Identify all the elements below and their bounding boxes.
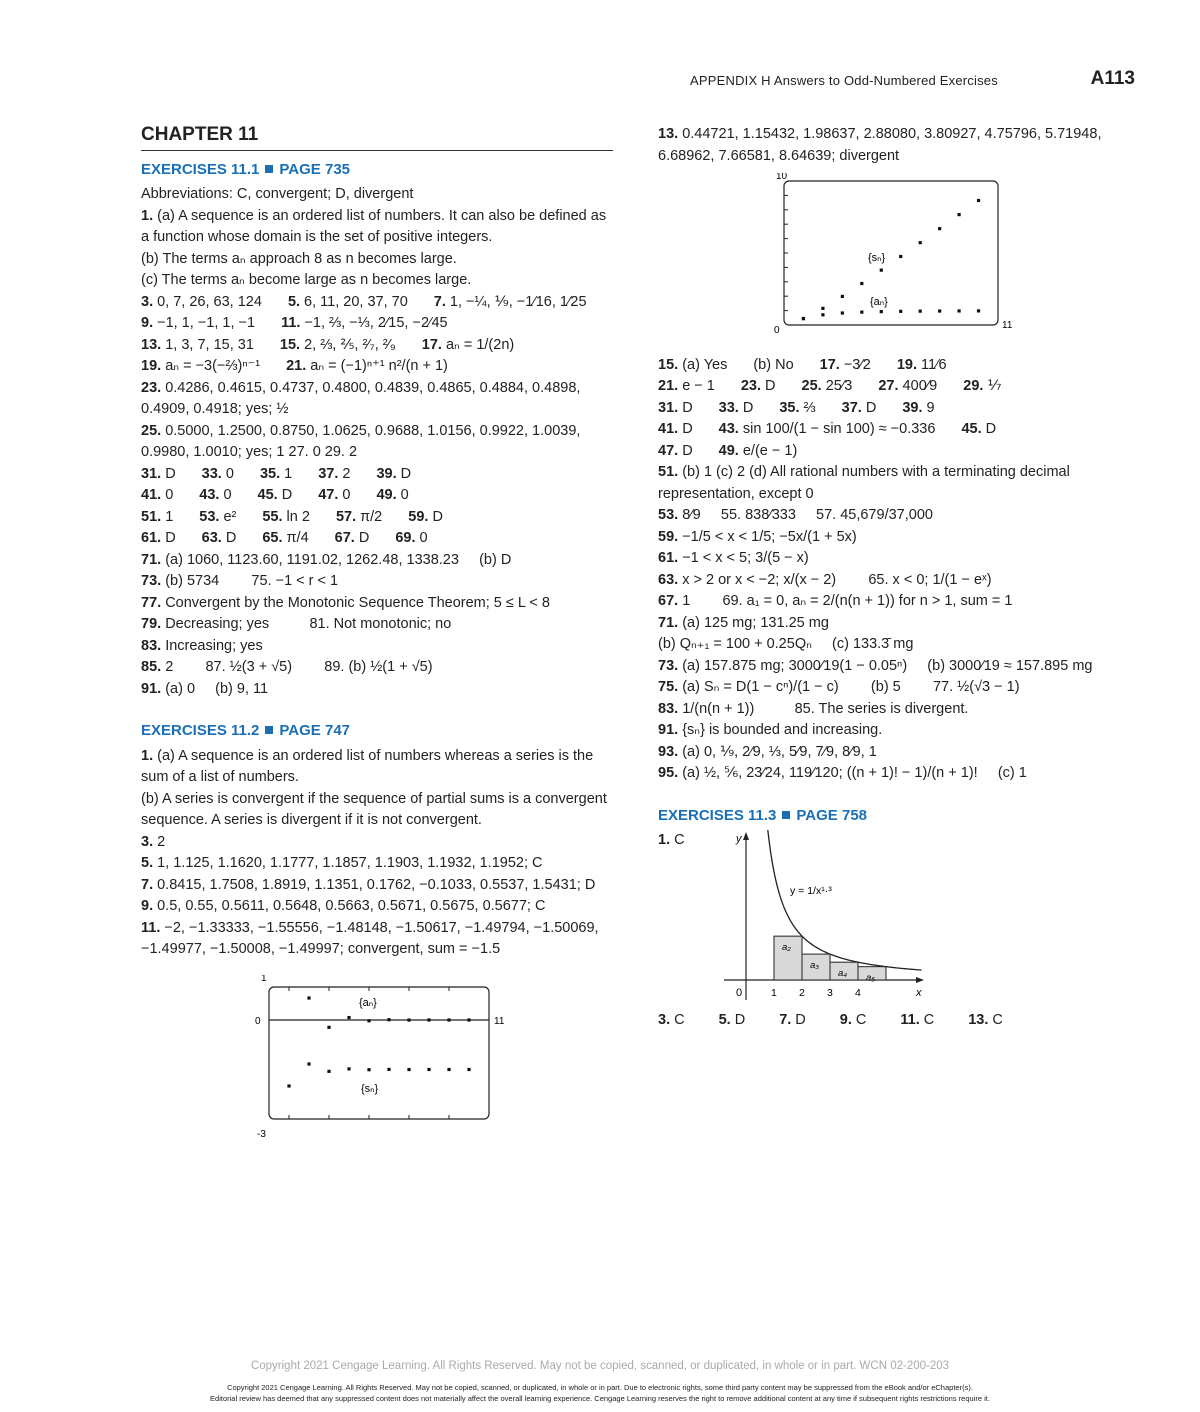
section-label: EXERCISES 11.3 [658, 806, 777, 824]
answer: 23. D [740, 378, 776, 394]
series-label-a: {aₙ} [359, 996, 377, 1009]
answer-line: 73. (b) 5734 75. −1 < r < 1 [141, 573, 339, 589]
xmax-label: 11 [1002, 320, 1013, 331]
square-bullet-icon [782, 811, 790, 819]
answer-line: 5. 1, 1.125, 1.1620, 1.1777, 1.1857, 1.1903, 1.1932, 1.1952; C [141, 855, 543, 871]
answer: 13. C [968, 1012, 1003, 1028]
answer-row [141, 335, 613, 357]
section-11-2-heading [141, 720, 613, 742]
a-point [327, 1025, 330, 1028]
answer: 3. 0, 7, 26, 63, 124 [141, 293, 262, 310]
curve-label: y = 1/x¹·³ [790, 885, 832, 897]
answer: 5. D [718, 1012, 746, 1028]
s-point [407, 1067, 410, 1070]
section-label: EXERCISES 11.1 [141, 160, 260, 178]
s-point [467, 1067, 470, 1070]
section-page: PAGE 747 [279, 722, 350, 739]
answer-line: 23. 0.4286, 0.4615, 0.4737, 0.4800, 0.4839, 0.4865, 0.4884, 0.4898, 0.4909, 0.4918; yes; ½ [141, 379, 581, 417]
ymax-label: 10 [776, 173, 788, 182]
abbreviations: Abbreviations: C, convergent; D, divergent [141, 186, 414, 202]
answer: 5. 6, 11, 20, 37, 70 [287, 293, 408, 310]
answer-line: 91. {sₙ} is bounded and increasing. [658, 722, 883, 738]
answer: 11. −1, ⅔, −⅓, 2⁄15, −2⁄45 [281, 315, 448, 331]
square-bullet-icon [265, 726, 273, 734]
s-point [387, 1067, 390, 1070]
s-point [860, 282, 863, 285]
answer: 39. 9 [902, 399, 935, 416]
answer: 57. π/2 [335, 508, 383, 525]
figure-11-3-1 [658, 830, 1134, 1010]
answer: 19. 11⁄6 [896, 356, 947, 373]
answer-line: (b) The terms aₙ approach 8 as n becomes large. [141, 250, 457, 267]
s-point [938, 227, 941, 230]
answer: 3. C [658, 1012, 685, 1028]
a-point [427, 1018, 430, 1021]
answer: 47. D [658, 442, 693, 459]
series-label-a: {aₙ} [870, 296, 888, 308]
answer-line: 75. (a) Sₙ = D(1 − cⁿ)/(1 − c) (b) 5 77. ½(√3 − 1) [658, 679, 1020, 695]
page-number: A113 [1090, 68, 1135, 89]
answer-row [658, 398, 1134, 420]
a-point [467, 1018, 470, 1021]
answer: 69. 0 [395, 530, 428, 546]
box-label: a₃ [810, 960, 820, 972]
answer-line: 51. (b) 1 (c) 2 (d) All rational numbers with a terminating decimal representation, except 0 [658, 464, 1070, 502]
answer: 29. ⅐ [963, 378, 1002, 394]
answer: 39. D [376, 465, 412, 482]
answer-row [658, 355, 1134, 377]
answer: 31. D [658, 399, 693, 416]
answer: 15. 2, ⅔, ⅖, ²⁄₇, ²⁄₉ [279, 336, 396, 353]
rights-notice [0, 1382, 1200, 1404]
x-tick-label: 1 [771, 987, 777, 999]
answer: 33. 0 [201, 465, 234, 482]
a-point [447, 1018, 450, 1021]
answer-line: 73. (a) 157.875 mg; 3000⁄19(1 − 0.05ⁿ) (b) 3000⁄19 ≈ 157.895 mg [658, 657, 1093, 674]
answer-row [658, 1010, 1134, 1032]
s-point [367, 1068, 370, 1071]
answer: 33. D [718, 399, 754, 416]
answer: 27. 400⁄9 [878, 378, 938, 394]
answer: 7. 1, −¼, ⅑, −1⁄16, 1⁄25 [433, 293, 587, 310]
answer: 51. 1 [141, 508, 174, 525]
answer-line: 83. Increasing; yes [141, 637, 263, 654]
answer-line: 91. (a) 0 (b) 9, 11 [141, 680, 269, 697]
answer: 1. C [658, 832, 685, 848]
s-point [447, 1067, 450, 1070]
s-point [347, 1067, 350, 1070]
figure-11-2-13 [766, 173, 1134, 351]
integral-test-graph [720, 830, 960, 1008]
section-label: EXERCISES 11.2 [141, 722, 260, 739]
answer: 43. 0 [199, 487, 232, 503]
s-point [287, 1084, 290, 1087]
answer-row [141, 485, 613, 507]
answer-line: 93. (a) 0, ⅑, 2⁄9, ⅓, 5⁄9, 7⁄9, 8⁄9, 1 [658, 743, 877, 760]
answer: 45. D [961, 421, 997, 437]
answer-row [658, 419, 1134, 441]
a-point [899, 310, 902, 313]
answer: 61. D [141, 530, 176, 546]
answer: 53. e² [199, 508, 237, 525]
answer: 49. e/(e − 1) [718, 442, 798, 459]
a-point [977, 309, 980, 312]
answer-row [141, 464, 613, 486]
answer-row [141, 528, 613, 550]
answer-line: 53. 8⁄9 55. 838⁄333 57. 45,679/37,000 [658, 507, 933, 523]
s-point [427, 1067, 430, 1070]
answer: 31. D [141, 465, 176, 482]
answer-line: 71. (a) 1060, 1123.60, 1191.02, 1262.48, 1338.23 (b) D [141, 551, 512, 568]
answer: 49. 0 [376, 487, 409, 503]
a-point [880, 310, 883, 313]
x-tick-label: 4 [855, 987, 861, 999]
zero-label: 0 [774, 325, 780, 336]
box-label: a₅ [866, 972, 876, 984]
answer: 63. D [201, 530, 237, 546]
right-column [658, 124, 1134, 1032]
answer: 37. D [841, 399, 877, 416]
answer: 41. D [658, 421, 693, 437]
answer: 21. aₙ = (−1)ⁿ⁺¹ n²/(n + 1) [286, 358, 448, 374]
answer-line: 83. 1/(n(n + 1)) 85. The series is divergent. [658, 700, 969, 717]
answer-line: 1. (a) A sequence is an ordered list of numbers. It can also be defined as a function whose domain is the set of positive integers. [141, 207, 607, 245]
answer: (b) No [753, 356, 794, 373]
answer-line: 85. 2 87. ½(3 + √5) 89. (b) ½(1 + √5) [141, 659, 433, 675]
figure-11-2-11 [251, 975, 613, 1153]
answer-row [141, 313, 613, 335]
s-point [899, 255, 902, 258]
rights-line: Copyright 2021 Cengage Learning. All Rights Reserved. May not be copied, scanned, or duplicated, in whole or in part. Due to electronic rights, some third party content may be suppressed from the eBook and/or eChapter(s). [227, 1383, 973, 1392]
answer: 47. 0 [318, 487, 351, 503]
answer-line: 25. 0.5000, 1.2500, 0.8750, 1.0625, 0.9688, 1.0156, 0.9922, 1.0039, 0.9980, 1.0010; yes; 1 27. 0 29. 2 [141, 422, 581, 460]
x-tick-label: 3 [827, 987, 833, 999]
answer-line: (b) Qₙ₊₁ = 100 + 0.25Qₙ (c) 133.3̄ mg [658, 636, 914, 652]
answer-line: 9. 0.5, 0.55, 0.5611, 0.5648, 0.5663, 0.5671, 0.5675, 0.5677; C [141, 898, 546, 914]
x-tick-label: 2 [799, 987, 805, 999]
section-11-1-heading [141, 159, 613, 181]
a-point [347, 1015, 350, 1018]
a-point [802, 317, 805, 320]
a-point [860, 311, 863, 314]
answer: 67. D [334, 530, 370, 546]
box-label: a₂ [782, 942, 791, 954]
running-title: APPENDIX H Answers to Odd-Numbered Exercises [690, 73, 998, 88]
answer-line: 71. (a) 125 mg; 131.25 mg [658, 614, 829, 631]
a-point [821, 313, 824, 316]
answer-line: (c) The terms aₙ become large as n becomes large. [141, 272, 472, 288]
s-point [841, 295, 844, 298]
answer-line: 1. (a) A sequence is an ordered list of numbers whereas a series is the sum of a list of numbers. [141, 747, 594, 785]
answer: 45. D [257, 487, 293, 503]
answer: 59. D [408, 508, 443, 525]
left-column [141, 124, 613, 1152]
answer-line: 67. 1 69. a₁ = 0, aₙ = 2/(n(n + 1)) for n > 1, sum = 1 [658, 593, 1013, 609]
answer: 37. 2 [318, 465, 351, 482]
answer: 35. ⅔ [779, 399, 816, 416]
s-point [977, 199, 980, 202]
answer: 21. e − 1 [658, 378, 715, 394]
page-header [690, 70, 1135, 92]
answer: 55. ln 2 [262, 508, 310, 525]
answer-line: 77. Convergent by the Monotonic Sequence Theorem; 5 ≤ L < 8 [141, 594, 550, 611]
xmax-label: 11 [494, 1015, 505, 1027]
section-page: PAGE 758 [796, 806, 867, 824]
square-bullet-icon [265, 165, 273, 173]
y-axis-label: y [736, 833, 742, 845]
s-point [821, 307, 824, 310]
answer-line: 11. −2, −1.33333, −1.55556, −1.48148, −1.50617, −1.49794, −1.50069, −1.49977, −1.50008, −1.49997; convergent, sum = −1.5 [141, 919, 599, 957]
answer: 19. aₙ = −3(−⅔)ⁿ⁻¹ [141, 358, 261, 374]
a-point [407, 1018, 410, 1021]
box-label: a₄ [838, 968, 848, 980]
sequence-plot [766, 173, 1016, 343]
s-point [880, 269, 883, 272]
answer-line: 61. −1 < x < 5; 3/(5 − x) [658, 550, 809, 566]
zero-label: 0 [255, 1015, 261, 1027]
a-point [841, 311, 844, 314]
answer: 15. (a) Yes [658, 356, 728, 373]
sequence-plot [251, 975, 511, 1145]
answer: 25. 25⁄3 [801, 378, 853, 394]
a-point [387, 1018, 390, 1021]
chapter-title: CHAPTER 11 [141, 124, 613, 151]
answer-line: 79. Decreasing; yes 81. Not monotonic; no [141, 616, 452, 632]
a-point [957, 309, 960, 312]
answer-row [141, 292, 613, 314]
rights-line: Editorial review has deemed that any suppressed content does not materially affect the overall learning experience. Cengage Learning reserves the right to remove additional content at any time if subsequent rights restrictions require it. [210, 1394, 990, 1403]
series-label-s: {sₙ} [361, 1082, 379, 1095]
x-axis-label: x [916, 987, 922, 999]
s-point [919, 241, 922, 244]
answer-line: 13. 0.44721, 1.15432, 1.98637, 2.88080, 3.80927, 4.75796, 5.71948, 6.68962, 7.66581, 8.64639; divergent [658, 126, 1102, 164]
a-point [367, 1019, 370, 1022]
a-point [307, 996, 310, 999]
answer-row [658, 441, 1134, 463]
answer-line: 95. (a) ½, ⅚, 23⁄24, 119⁄120; ((n + 1)! − 1)/(n + 1)! (c) 1 [658, 765, 1027, 781]
answer-line: 3. 2 [141, 833, 166, 850]
copyright-notice: Copyright 2021 Cengage Learning. All Rights Reserved. May not be copied, scanned, or duplicated, in whole or in part. WCN 02-200-203 [250, 1360, 950, 1372]
ymin-label: -3 [257, 1128, 266, 1140]
s-point [307, 1062, 310, 1065]
answer: 13. 1, 3, 7, 15, 31 [141, 336, 254, 353]
answer-row [141, 507, 613, 529]
answer: 9. −1, 1, −1, 1, −1 [141, 315, 256, 331]
origin-label: 0 [736, 987, 743, 999]
answer-line: (b) A series is convergent if the sequence of partial sums is a convergent sequence. A series is divergent if it is not convergent. [141, 790, 607, 828]
answer-line: 7. 0.8415, 1.7508, 1.8919, 1.1351, 0.1762, −0.1033, 0.5537, 1.5431; D [141, 876, 596, 893]
s-point [327, 1069, 330, 1072]
answer: 17. −3⁄2 [819, 356, 871, 373]
answer-line: 63. x > 2 or x < −2; x/(x − 2) 65. x < 0; 1/(1 − eˣ) [658, 571, 992, 588]
answer: 43. sin 100/(1 − sin 100) ≈ −0.336 [718, 421, 936, 437]
ymax-label: 1 [261, 974, 267, 984]
section-page: PAGE 735 [279, 160, 350, 178]
answer: 41. 0 [141, 487, 174, 503]
a-point [938, 309, 941, 312]
answer: 35. 1 [259, 465, 293, 482]
answer: 9. C [839, 1012, 867, 1028]
s-point [957, 213, 960, 216]
section-11-3-heading [658, 805, 1134, 827]
answer: 7. D [779, 1012, 806, 1028]
a-point [919, 310, 922, 313]
answer-row [658, 376, 1134, 398]
answer: 65. π/4 [262, 530, 309, 546]
series-label-s: {sₙ} [868, 252, 886, 264]
answer-line: 59. −1/5 < x < 1/5; −5x/(1 + 5x) [658, 528, 857, 545]
answer-row [141, 356, 613, 378]
answer: 11. C [900, 1012, 935, 1028]
answer: 17. aₙ = 1/(2n) [421, 336, 515, 353]
